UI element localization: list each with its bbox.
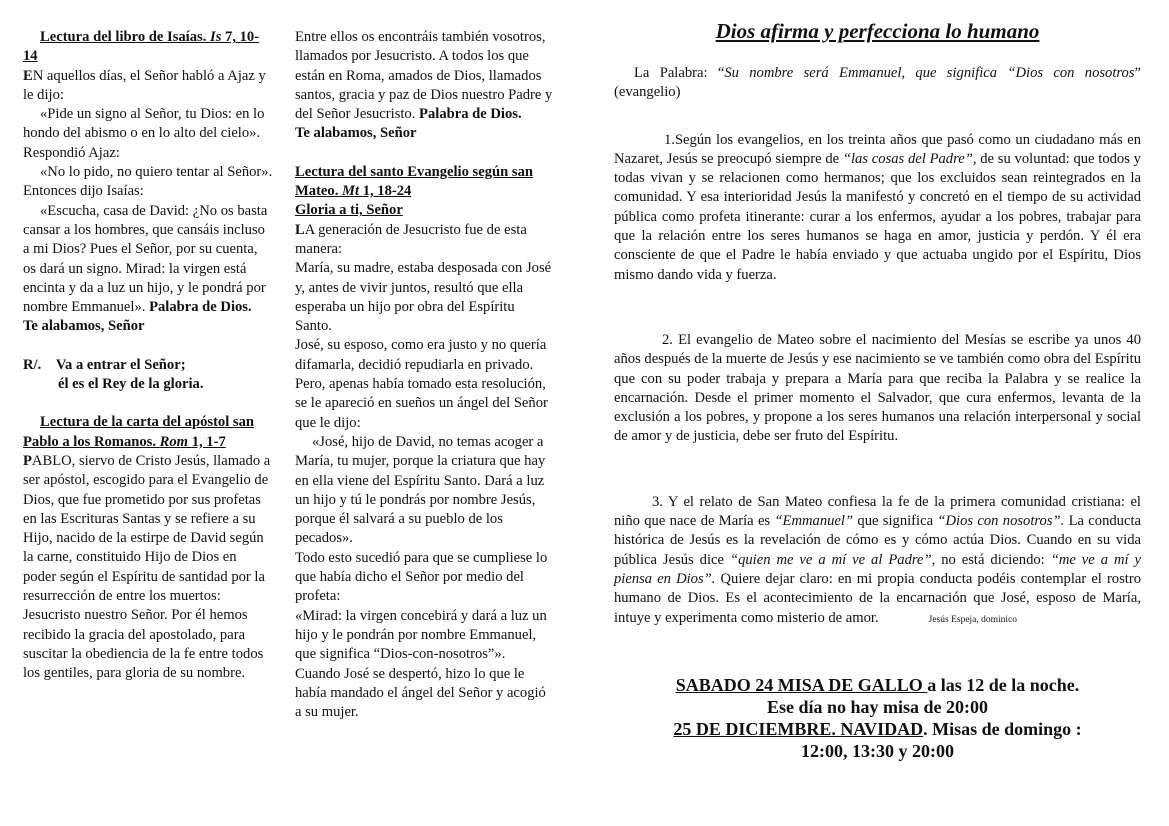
- gospel-paragraph: Cuando José se despertó, hizo lo que le había mandado el ángel del Señor y acogió a su mujer.: [295, 665, 546, 721]
- gospel-text: LA generación de Jesucristo fue de esta manera:: [295, 221, 527, 257]
- reading2-continuation: Entre ellos os encontráis también vosotros, llamados por Jesucristo. A todos los que están en Roma, amados de Dios, llamados santos, gracia y paz de Dios nuestro Padre y del Señor Jesucristo. Palabra de Dios.: [295, 29, 553, 123]
- mass-schedule-notice: SABADO 24 MISA DE GALLO a las 12 de la noche. Ese día no hay misa de 20:00 25 DE DICIEMBRE. NAVIDAD. Misas de domingo : 12:00, 13:30 y 20:00: [673, 674, 1082, 761]
- reading1-paragraph: «Escucha, casa de David: ¿No os basta cansar a los hombres, que cansáis incluso a mi Dios? Pues el Señor, por su cuenta, os dará un signo. Mirad: la virgen está encinta y da a luz un hijo, y le pondrá por nombre Emmanuel». Palabra de Dios.: [23, 202, 268, 316]
- reading2-text: PABLO, siervo de Cristo Jesús, llamado a ser apóstol, escogido para el Evangelio de Dios, que fue prometido por sus profetas en las Escrituras Santas y se refiere a su Hijo, nacido de la estirpe de David según la carne, constituido Hijo de Dios en poder según el Espíritu de santidad por la resurrección de entre los muertos: Jesucristo nuestro Señor. Por él hemos recibido la gracia del apostolado, para suscitar la obediencia de la fe entre todos los gentiles, para gloria de su nombre.: [23, 452, 271, 682]
- reading1-paragraph: «No lo pido, no quiero tentar al Señor».: [40, 164, 273, 181]
- reading2-header: Lectura de la carta del apóstol san Pablo a los Romanos. Rom 1, 1-7: [23, 414, 255, 450]
- reading1-paragraph: Respondió Ajaz:: [23, 144, 120, 161]
- column-commentary: [614, 19, 1142, 762]
- gospel-acclamation: Gloria a ti, Señor: [295, 202, 403, 219]
- psalm-response: R/. Va a entrar el Señor; él es el Rey de la gloria.: [23, 356, 204, 393]
- page-title: Dios afirma y perfecciona lo humano: [715, 19, 1040, 43]
- gospel-paragraph: José, su esposo, como era justo y no quería difamarla, decidió repudiarla en privado. Pero, apenas había tomado esta resolución, se le apareció en sueños un ángel del Señor que le dijo:: [295, 337, 548, 431]
- commentary-paragraph-1: 1.Según los evangelios, en los treinta años que pasó como un ciudadano más en Nazaret, Jesús se preocupó siempre de “las cosas del Padre”, de su voluntad: que todos y todas vivan y se relacionen como hermanos; que los excluidos sean reintegrados en la comunidad. Y esa interioridad Jesús la manifestó y concretó en el tiempo de su actividad pública como profeta itinerante: curar a los enfermos, ayudar a los pobres, trabajar para que la relación entre los seres humanos se haga en amor, justicia y perdón. Y él era consciente de que el Padre le había enviado y que actuaba ungido por el Espíritu, Dios mismo dando vida y fuerza.: [614, 131, 1141, 283]
- column-readings-middle: [295, 28, 553, 722]
- gospel-paragraph: «José, hijo de David, no temas acoger a María, tu mujer, porque la criatura que hay en ella viene del Espíritu Santo. Dará a luz un hijo y tú le pondrás por nombre Jesús, porque él salvará a su pueblo de los pecados».: [295, 433, 546, 547]
- reading1-paragraph: Entonces dijo Isaías:: [23, 183, 144, 200]
- reading1-header: Lectura del libro de Isaías. Is 7, 10-14: [23, 29, 260, 65]
- gospel-header: Lectura del santo Evangelio según san Mateo. Mt 1, 18-24: [295, 163, 533, 200]
- commentary-paragraph-2: 2. El evangelio de Mateo sobre el nacimiento del Mesías se escribe ya unos 40 años después de la muerte de Jesús y ese nacimiento se ve también como obra del Espíritu que con su poder trabaja y prepara a María para que reciba la Palabra y se realice la encarnación. Desde el primer momento el Salvador, que cura enfermos, levanta de la exclusión a los pobres, y propone a los seres humanos una relación interpersonal y social de amor y de justicia, debe ser fruto del Espíritu.: [614, 331, 1141, 445]
- reading1-paragraph: «Pide un signo al Señor, tu Dios: en lo hondo del abismo o en lo alto del cielo».: [23, 106, 265, 142]
- gospel-paragraph: María, su madre, estaba desposada con José y, antes de vivir juntos, resultó que ella esperaba un hijo por obra del Espíritu Santo.: [295, 260, 552, 335]
- reading2-response: Te alabamos, Señor: [295, 125, 417, 142]
- reading1-response: Te alabamos, Señor: [23, 318, 145, 335]
- commentary-paragraph-3: 3. Y el relato de San Mateo confiesa la fe de la primera comunidad cristiana: el niño que nace de María es “Emmanuel” que significa “Dios con nosotros”. La conducta histórica de Jesús es la revelación de cómo es y cómo actúa Dios. Cuando en su vida pública Jesús dice “quien me ve a mí ve al Padre”, no está diciendo: “me ve a mí y piensa en Dios”. Quiere dejar claro: en mi propia conducta podéis contemplar el rostro humano de Dios. Es el acontecimiento de la encarnación que José, esposo de María, intuye y experimenta como misterio de amor. Jesús Espeja, dominico: [614, 493, 1141, 626]
- gospel-paragraph: Todo esto sucedió para que se cumpliese lo que había dicho el Señor por medio del profeta:: [295, 549, 548, 605]
- gospel-paragraph: «Mirad: la virgen concebirá y dará a luz un hijo y le pondrán por nombre Emmanuel, que significa “Dios-con-nosotros”».: [295, 607, 547, 663]
- author-signature: Jesús Espeja, dominico: [928, 614, 1018, 625]
- column-readings-left: [23, 28, 273, 684]
- reading1-text: EN aquellos días, el Señor habló a Ajaz y le dijo:: [23, 67, 266, 103]
- commentary-intro: La Palabra: “Su nombre será Emmanuel, que significa “Dios con nosotros” (evangelio): [614, 65, 1142, 101]
